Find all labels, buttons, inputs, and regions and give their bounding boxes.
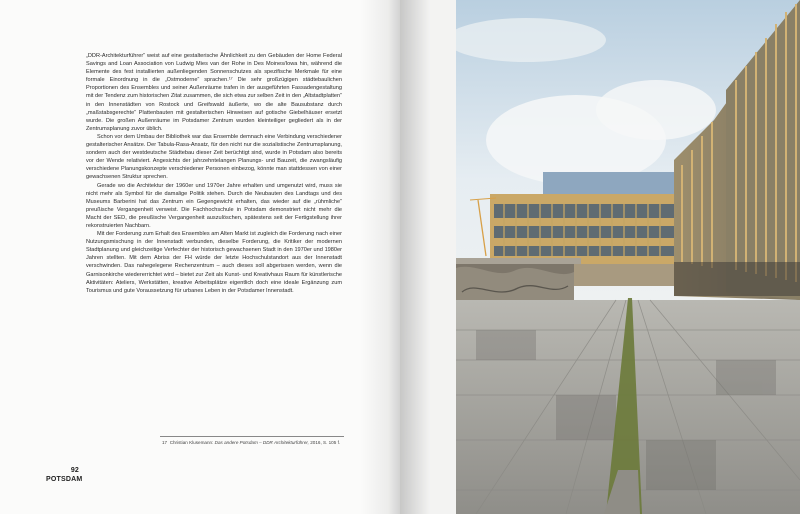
paragraph-2: Schon vor dem Umbau der Bibliothek war das Ensemble demnach eine Verbindung verschiedener gestalterischer Ansätze. Der Tabula-Rasa-Ansatz, für den nicht nur die sozialistische Zentrumsplanung, sondern auch der westdeutsche Städtebau dieser Zeit berüchtigt sind, wurde in Potsdam also bereits vor der Wende relativiert. Angesichts der jahrzehntelangen Planungs- und Bauzeit, die zwangsläufig verschiedene Planungskonzepte verschiedener Personen einbezog, könnte man stattdessen von einer gewachsenen Struktur sprechen.: [86, 133, 342, 181]
paragraph-4: Mit der Forderung zum Erhalt des Ensembles am Alten Markt ist zugleich die Forderung nach einer Nutzungsmischung in der Innenstadt verbunden, dieselbe Forderung, die Kritiker der modernen Stadtplanung und gleichzeitige Verfechter der historisch gewachsenen Stadt in den 1970er und 1980er Jahren stellten. Mit dem Abriss der FH würde der letzte Hochschulstandort aus der Innenstadt verschwinden. Das nahegelegene Rechenzentrum – auch dieses soll abgerissen werden, wenn die Garnisonkirche wiedererrichtet wird – bietet zur Zeit als Kunst- und Kreativhaus Raum für künstlerische Aktivitäten: Ateliers, Werkstätten, kreative Arbeitsplätze eigentlich doch eine ideale Ergänzung zum Tourismus und gute Voraussetzung für urbanes Leben in der Potsdamer Innenstadt.: [86, 231, 342, 294]
footnote-rest: 2016, S. 105 f.: [310, 440, 341, 445]
window-band: [494, 246, 674, 256]
body-text: [86, 52, 342, 295]
footnote-rule: [160, 436, 344, 437]
window-band: [494, 204, 674, 218]
right-page: [400, 0, 800, 514]
paragraph-3: Gerade wo die Architektur der 1960er und 1970er Jahre erhalten und umgenutzt wird, muss sie nicht mehr als Symbol für die damalige Politik stehen. Durch die Neubauten des Landtags und des Museums Barberini hat das Zentrum ein Gegengewicht erhalten, das wieder auf die „rühmliche“ preußische Vergangenheit verweist. Die Fachhochschule in Potsdam demonstriert nicht mehr die Macht der SED, die preußische Vergangenheit auszulöschen, spätestens seit der Fertigstellung ihrer rekonstruierten Nachbarn.: [86, 182, 342, 229]
footnote-author: Christian Klusemann:: [169, 440, 214, 445]
window-band: [494, 226, 674, 238]
left-wall-rim: [456, 258, 581, 264]
footnote-title: Das andere Potsdam – DDR Architekturführer,: [214, 440, 309, 445]
footnote: [162, 440, 344, 447]
gutter-shadow: [360, 0, 400, 514]
colonnade-shadow: [674, 262, 800, 296]
paragraph-1: „DDR-Architekturführer“ weist auf eine gestalterische Ähnlichkeit zu den Gebäuden der Home Federal Savings and Loan Association von Ludwig Mies van der Rohe in Des Moines/Iowa hin, während die Elemente des fest installierten außenliegenden Sonnenschutzes als spezifische Merkmale für eine formale Einordnung in die „Ostmoderne“ sprachen.¹⁷ Die sehr großzügigen städtebaulichen Proportionen des Ensembles und seiner Außenräume trafen in der ausgeführten Fassadengestaltung mit der Tendenz zum historischen Zitat zusammen, die sich etwa zur selben Zeit in den „Altstadtplatten“ in den Innenstädten von Rostock und Greifswald äußerte, wo die alte Bausubstanz durch „maßstabsgerechte“ Plattenbauten mit gestalterischen Hinweisen auf gotische Giebelhäuser ersetzt wurde. Die großen Außenräume im Potsdamer Zentrum wurden kleinteiliger gegliedert als in der Zentrumsplanung zuvor üblich.: [86, 53, 342, 132]
building-back-roof: [543, 172, 678, 194]
running-foot: POTSDAM: [46, 476, 83, 483]
gutter-shadow-right: [400, 0, 430, 514]
cloud: [596, 80, 716, 140]
footnote-number: 17: [162, 440, 168, 445]
page-number: 92: [70, 467, 79, 474]
architecture-photo: [456, 0, 800, 514]
